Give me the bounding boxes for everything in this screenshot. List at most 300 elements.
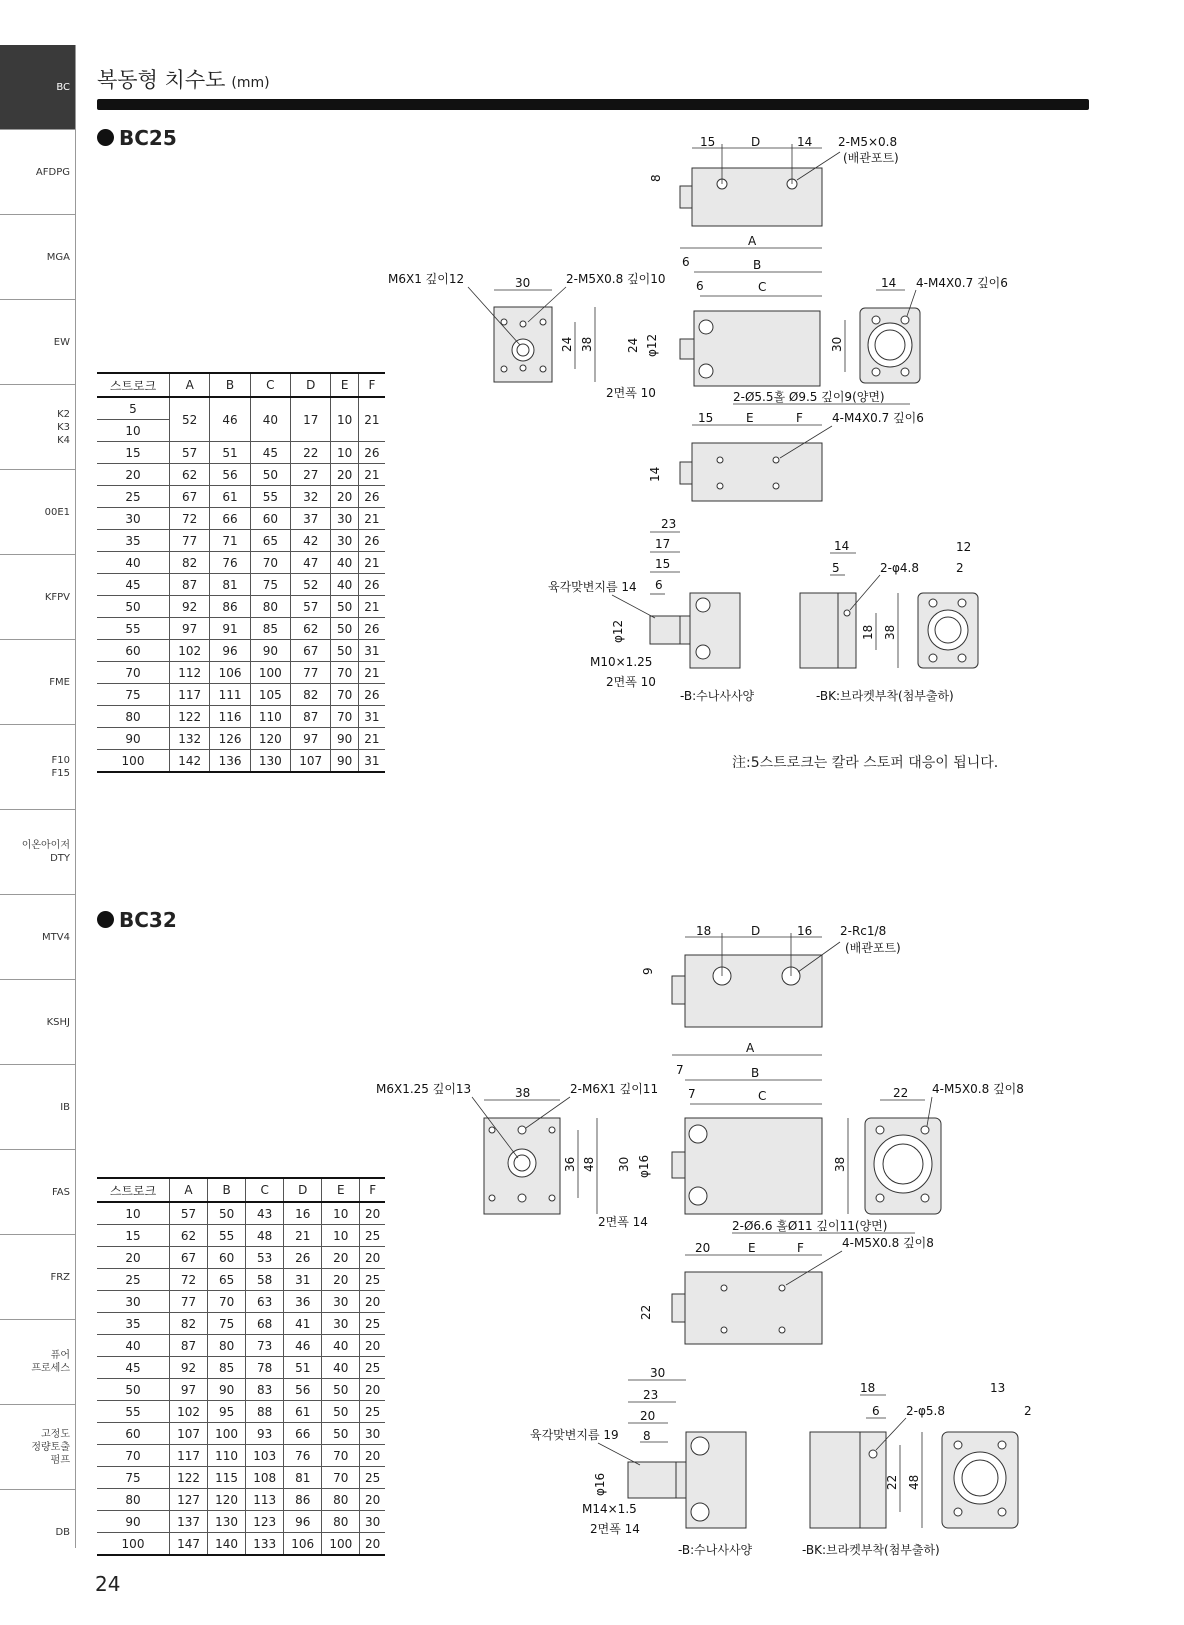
stroke-cell: 35 — [97, 530, 170, 552]
value-cell: 72 — [170, 1269, 208, 1291]
value-cell: 76 — [284, 1445, 322, 1467]
dimension-label: 7 — [676, 1063, 684, 1077]
value-cell: 45 — [250, 442, 290, 464]
dimension-label: 38 — [515, 1086, 531, 1100]
value-cell: 25 — [360, 1269, 385, 1291]
value-cell: 50 — [322, 1423, 360, 1445]
value-cell: 40 — [322, 1335, 360, 1357]
stroke-cell: 55 — [97, 618, 170, 640]
dimension-label: 22 — [893, 1086, 909, 1100]
stroke-cell: 50 — [97, 596, 170, 618]
col-header: B — [210, 373, 250, 397]
value-cell: 122 — [170, 1467, 208, 1489]
value-cell: 10 — [331, 442, 358, 464]
value-cell: 57 — [170, 1202, 208, 1225]
value-cell: 46 — [284, 1335, 322, 1357]
value-cell: 40 — [331, 574, 358, 596]
stroke-cell: 35 — [97, 1313, 170, 1335]
col-header: 스트로크 — [97, 373, 170, 397]
dimension-label: M6X1 깊이12 — [388, 272, 465, 286]
value-cell: 87 — [170, 574, 210, 596]
col-header: C — [246, 1178, 284, 1202]
value-cell: 50 — [331, 596, 358, 618]
dimension-label: 육각맞변지름 19 — [530, 1428, 619, 1442]
dimension-label: 36 — [563, 1156, 577, 1172]
value-cell: 97 — [291, 728, 331, 750]
dimension-label: A — [746, 1041, 755, 1055]
dimension-label: 38 — [883, 624, 897, 640]
value-cell: 87 — [291, 706, 331, 728]
value-cell: 97 — [170, 1379, 208, 1401]
stroke-cell: 40 — [97, 1335, 170, 1357]
dimension-label: M6X1.25 깊이13 — [376, 1082, 472, 1096]
value-cell: 30 — [322, 1291, 360, 1313]
value-cell: 130 — [208, 1511, 246, 1533]
value-cell: 50 — [250, 464, 290, 486]
value-cell: 56 — [210, 464, 250, 486]
value-cell: 136 — [210, 750, 250, 773]
bc32-end-view — [833, 1081, 1024, 1214]
stroke-cell: 40 — [97, 552, 170, 574]
value-cell: 21 — [358, 508, 385, 530]
bc25-nut-view — [548, 517, 755, 703]
value-cell: 57 — [291, 596, 331, 618]
dimension-label: 2-Ø6.6 홀Ø11 깊이11(양면) — [732, 1219, 888, 1233]
value-cell: 127 — [170, 1489, 208, 1511]
stroke-cell: 55 — [97, 1401, 170, 1423]
value-cell: 90 — [331, 750, 358, 773]
value-cell: 90 — [331, 728, 358, 750]
value-cell: 70 — [322, 1445, 360, 1467]
value-cell: 82 — [170, 1313, 208, 1335]
dimension-label: 2면폭 14 — [590, 1522, 640, 1536]
dimension-label: B — [753, 258, 762, 272]
value-cell: 97 — [170, 618, 210, 640]
dimension-label: 13 — [990, 1381, 1006, 1395]
dimension-label: D — [751, 135, 761, 149]
dimension-label: 9 — [641, 967, 655, 975]
dimension-label: -B:수나사사양 — [678, 1543, 753, 1557]
value-cell: 130 — [250, 750, 290, 773]
stroke-cell: 15 — [97, 1225, 170, 1247]
value-cell: 10 — [331, 397, 358, 442]
dimension-label: 2 — [1024, 1404, 1032, 1418]
bc32-bottom-view — [639, 1235, 934, 1344]
dimension-label: M10×1.25 — [590, 655, 653, 669]
dimension-label: F — [797, 1241, 804, 1255]
value-cell: 30 — [331, 508, 358, 530]
dimension-label: 30 — [650, 1366, 666, 1380]
dimension-label: 2-φ5.8 — [906, 1404, 945, 1418]
sidebar-tab-bc[interactable]: BC — [0, 45, 75, 130]
dimension-label: 2-M5×0.8 — [838, 135, 898, 149]
dimension-label: F — [796, 411, 803, 425]
dimension-label: 8 — [643, 1429, 651, 1443]
value-cell: 86 — [284, 1489, 322, 1511]
value-cell: 55 — [208, 1225, 246, 1247]
value-cell: 62 — [291, 618, 331, 640]
value-cell: 21 — [358, 464, 385, 486]
sidebar-tab-f10[interactable]: F10 F15 — [0, 725, 75, 810]
sidebar-tab-mga[interactable]: MGA — [0, 215, 75, 300]
value-cell: 126 — [210, 728, 250, 750]
bc32-front-view — [376, 1081, 658, 1214]
value-cell: 30 — [331, 530, 358, 552]
dimension-label: 18 — [861, 624, 875, 640]
value-cell: 90 — [250, 640, 290, 662]
value-cell: 25 — [360, 1313, 385, 1335]
dimension-label: φ16 — [593, 1472, 607, 1496]
stroke-cell: 60 — [97, 640, 170, 662]
value-cell: 17 — [291, 397, 331, 442]
stroke-cell: 70 — [97, 1445, 170, 1467]
value-cell: 92 — [170, 596, 210, 618]
dimension-label: 2-M6X1 깊이11 — [570, 1082, 659, 1096]
stroke-cell: 45 — [97, 1357, 170, 1379]
unit-label: (mm) — [231, 75, 270, 91]
stroke-cell: 20 — [97, 1247, 170, 1269]
sidebar-tab-fme[interactable]: FME — [0, 640, 75, 725]
value-cell: 47 — [291, 552, 331, 574]
dimension-label: 48 — [582, 1156, 596, 1172]
dimension-label: φ16 — [637, 1154, 651, 1178]
value-cell: 30 — [322, 1313, 360, 1335]
stroke-cell: 25 — [97, 486, 170, 508]
bc25-end-view — [830, 275, 1008, 383]
value-cell: 20 — [331, 486, 358, 508]
value-cell: 22 — [291, 442, 331, 464]
value-cell: 113 — [246, 1489, 284, 1511]
value-cell: 108 — [246, 1467, 284, 1489]
value-cell: 43 — [246, 1202, 284, 1225]
value-cell: 20 — [331, 464, 358, 486]
value-cell: 137 — [170, 1511, 208, 1533]
value-cell: 70 — [331, 706, 358, 728]
value-cell: 26 — [358, 618, 385, 640]
bc32-top-view — [641, 924, 901, 1027]
value-cell: 50 — [208, 1202, 246, 1225]
stroke-cell: 80 — [97, 1489, 170, 1511]
value-cell: 31 — [358, 706, 385, 728]
dimension-label: C — [758, 1089, 767, 1103]
value-cell: 26 — [358, 442, 385, 464]
value-cell: 37 — [291, 508, 331, 530]
dimension-label: 6 — [682, 255, 690, 269]
value-cell: 21 — [358, 662, 385, 684]
value-cell: 21 — [284, 1225, 322, 1247]
dimension-label: 4-M4X0.7 깊이6 — [832, 411, 924, 425]
dimension-label: 14 — [797, 135, 813, 149]
dimension-label: 8 — [649, 174, 663, 182]
bc25-bottom-view — [648, 410, 924, 501]
sidebar-tab-kfpv[interactable]: KFPV — [0, 555, 75, 640]
dimension-label: 24 — [626, 337, 640, 353]
stroke-cell: 10 — [97, 1202, 170, 1225]
value-cell: 83 — [246, 1379, 284, 1401]
dimension-label: 16 — [797, 924, 813, 938]
dimension-label: 23 — [661, 517, 677, 531]
value-cell: 40 — [250, 397, 290, 442]
value-cell: 21 — [358, 596, 385, 618]
value-cell: 40 — [331, 552, 358, 574]
stroke-cell: 5 — [97, 397, 170, 420]
value-cell: 147 — [170, 1533, 208, 1556]
dimension-label: 육각맞변지름 14 — [548, 580, 637, 594]
value-cell: 85 — [208, 1357, 246, 1379]
col-header: 스트로크 — [97, 1178, 170, 1202]
value-cell: 63 — [246, 1291, 284, 1313]
value-cell: 20 — [322, 1247, 360, 1269]
value-cell: 70 — [331, 684, 358, 706]
sidebar-tab-ib[interactable]: IB — [0, 1065, 75, 1150]
value-cell: 21 — [358, 397, 385, 442]
value-cell: 46 — [210, 397, 250, 442]
value-cell: 81 — [210, 574, 250, 596]
sidebar-tab-ew[interactable]: EW — [0, 300, 75, 385]
value-cell: 51 — [284, 1357, 322, 1379]
dimension-label: 30 — [515, 276, 531, 290]
value-cell: 117 — [170, 1445, 208, 1467]
value-cell: 25 — [360, 1225, 385, 1247]
dimension-label: 15 — [698, 411, 714, 425]
value-cell: 50 — [331, 640, 358, 662]
stroke-cell: 30 — [97, 1291, 170, 1313]
value-cell: 40 — [322, 1357, 360, 1379]
col-header: C — [250, 373, 290, 397]
value-cell: 41 — [284, 1313, 322, 1335]
dimension-label: 15 — [700, 135, 716, 149]
value-cell: 57 — [170, 442, 210, 464]
dimension-label: 38 — [833, 1156, 847, 1172]
value-cell: 116 — [210, 706, 250, 728]
dimension-label: φ12 — [645, 333, 659, 357]
value-cell: 26 — [358, 684, 385, 706]
dimension-label: 14 — [881, 276, 897, 290]
dimension-label: 20 — [640, 1409, 656, 1423]
dimension-label: 6 — [655, 578, 663, 592]
dimension-label: B — [751, 1066, 760, 1080]
value-cell: 91 — [210, 618, 250, 640]
value-cell: 102 — [170, 1401, 208, 1423]
value-cell: 20 — [360, 1247, 385, 1269]
value-cell: 10 — [322, 1202, 360, 1225]
value-cell: 80 — [250, 596, 290, 618]
value-cell: 36 — [284, 1291, 322, 1313]
value-cell: 106 — [284, 1533, 322, 1556]
value-cell: 77 — [170, 1291, 208, 1313]
sidebar-tab-kshj[interactable]: KSHJ — [0, 980, 75, 1065]
sidebar-tab-db[interactable]: DB — [55, 1527, 70, 1538]
stroke-cell: 10 — [97, 420, 170, 442]
value-cell: 52 — [291, 574, 331, 596]
sidebar-tab-pump[interactable]: 고정도 정량토출 펌프 — [0, 1405, 75, 1490]
value-cell: 20 — [360, 1445, 385, 1467]
value-cell: 25 — [360, 1467, 385, 1489]
value-cell: 61 — [210, 486, 250, 508]
value-cell: 82 — [291, 684, 331, 706]
value-cell: 120 — [250, 728, 290, 750]
value-cell: 110 — [250, 706, 290, 728]
value-cell: 92 — [170, 1357, 208, 1379]
dimension-label: 6 — [696, 279, 704, 293]
stroke-cell: 60 — [97, 1423, 170, 1445]
dimension-label: 2 — [956, 561, 964, 575]
stroke-cell: 30 — [97, 508, 170, 530]
value-cell: 66 — [210, 508, 250, 530]
dimension-label: 6 — [872, 1404, 880, 1418]
stroke-cell: 80 — [97, 706, 170, 728]
value-cell: 103 — [246, 1445, 284, 1467]
value-cell: 42 — [291, 530, 331, 552]
value-cell: 58 — [246, 1269, 284, 1291]
value-cell: 96 — [210, 640, 250, 662]
value-cell: 87 — [170, 1335, 208, 1357]
bc25-bracket-view — [800, 539, 978, 703]
sidebar-tab-fas[interactable]: FAS — [0, 1150, 75, 1235]
sidebar-tab-dty[interactable]: 이온아이저 DTY — [0, 810, 75, 895]
value-cell: 142 — [170, 750, 210, 773]
value-cell: 110 — [208, 1445, 246, 1467]
col-header: D — [284, 1178, 322, 1202]
value-cell: 60 — [208, 1247, 246, 1269]
value-cell: 20 — [322, 1269, 360, 1291]
dimension-label: 2면폭 14 — [598, 1215, 648, 1229]
value-cell: 93 — [246, 1423, 284, 1445]
value-cell: 76 — [210, 552, 250, 574]
bc25-top-view — [649, 135, 899, 226]
page-number: 24 — [95, 1572, 121, 1596]
col-header: F — [358, 373, 385, 397]
sidebar-tab-afdpg[interactable]: AFDPG — [0, 130, 75, 215]
sidebar-tab-frz[interactable]: FRZ — [0, 1235, 75, 1320]
page-title: 복동형 치수도 (mm) — [97, 68, 270, 92]
value-cell: 26 — [284, 1247, 322, 1269]
dimension-label: -BK:브라켓부착(첨부출하) — [802, 1543, 940, 1557]
col-header: A — [170, 373, 210, 397]
value-cell: 50 — [331, 618, 358, 640]
value-cell: 111 — [210, 684, 250, 706]
sidebar-tab-k2[interactable]: K2 K3 K4 — [0, 385, 75, 470]
col-header: B — [208, 1178, 246, 1202]
value-cell: 68 — [246, 1313, 284, 1335]
value-cell: 85 — [250, 618, 290, 640]
dimension-label: E — [748, 1241, 756, 1255]
value-cell: 72 — [170, 508, 210, 530]
dimension-label: 14 — [834, 539, 850, 553]
value-cell: 31 — [358, 750, 385, 773]
dimension-label: 2-M5X0.8 깊이10 — [566, 272, 666, 286]
value-cell: 21 — [358, 728, 385, 750]
dimension-label: 2-φ4.8 — [880, 561, 919, 575]
value-cell: 67 — [170, 1247, 208, 1269]
value-cell: 20 — [360, 1335, 385, 1357]
value-cell: 107 — [170, 1423, 208, 1445]
value-cell: 73 — [246, 1335, 284, 1357]
col-header: F — [360, 1178, 385, 1202]
bc25-note: 注:5스트로크는 칼라 스토퍼 대응이 됩니다. — [732, 755, 999, 771]
value-cell: 62 — [170, 1225, 208, 1247]
dimension-label: (배관포트) — [843, 151, 899, 165]
dimension-label: 7 — [688, 1087, 696, 1101]
dimension-label: 22 — [885, 1474, 899, 1490]
value-cell: 75 — [208, 1313, 246, 1335]
dimension-label: 17 — [655, 537, 671, 551]
value-cell: 20 — [360, 1291, 385, 1313]
dimension-label: -B:수나사사양 — [680, 689, 755, 703]
value-cell: 100 — [322, 1533, 360, 1556]
value-cell: 88 — [246, 1401, 284, 1423]
value-cell: 50 — [322, 1379, 360, 1401]
stroke-cell: 100 — [97, 1533, 170, 1556]
dimension-label: 2-Ø5.5홀 Ø9.5 깊이9(양면) — [733, 390, 885, 404]
value-cell: 70 — [250, 552, 290, 574]
value-cell: 115 — [208, 1467, 246, 1489]
value-cell: 90 — [208, 1379, 246, 1401]
value-cell: 66 — [284, 1423, 322, 1445]
dimension-label: 23 — [643, 1388, 659, 1402]
dimension-label: 30 — [830, 336, 844, 352]
value-cell: 75 — [250, 574, 290, 596]
value-cell: 62 — [170, 464, 210, 486]
sidebar-tab-pure[interactable]: 퓨어 프로세스 — [0, 1320, 75, 1405]
sidebar-tab-00e1[interactable]: 00E1 — [0, 470, 75, 555]
sidebar-tab-mtv4[interactable]: MTV4 — [0, 895, 75, 980]
value-cell: 30 — [360, 1423, 385, 1445]
value-cell: 100 — [208, 1423, 246, 1445]
value-cell: 20 — [360, 1379, 385, 1401]
value-cell: 20 — [360, 1202, 385, 1225]
dimension-label: 18 — [860, 1381, 876, 1395]
dimension-label: 4-M5X0.8 깊이8 — [932, 1082, 1024, 1096]
dimension-label: 12 — [956, 540, 972, 554]
stroke-cell: 20 — [97, 464, 170, 486]
value-cell: 67 — [170, 486, 210, 508]
value-cell: 100 — [250, 662, 290, 684]
value-cell: 26 — [358, 486, 385, 508]
dimension-label: 22 — [639, 1304, 653, 1320]
dimension-label: 24 — [560, 336, 574, 352]
value-cell: 70 — [331, 662, 358, 684]
value-cell: 140 — [208, 1533, 246, 1556]
value-cell: 102 — [170, 640, 210, 662]
value-cell: 27 — [291, 464, 331, 486]
dimension-label: 2-Rc1/8 — [840, 924, 887, 938]
value-cell: 61 — [284, 1401, 322, 1423]
value-cell: 120 — [208, 1489, 246, 1511]
bc25-front-view — [388, 271, 666, 382]
value-cell: 10 — [322, 1225, 360, 1247]
stroke-cell: 25 — [97, 1269, 170, 1291]
value-cell: 96 — [284, 1511, 322, 1533]
col-header: E — [322, 1178, 360, 1202]
dimension-label: -BK:브라켓부착(첨부출하) — [816, 689, 954, 703]
col-header: D — [291, 373, 331, 397]
value-cell: 65 — [208, 1269, 246, 1291]
value-cell: 86 — [210, 596, 250, 618]
section-bc32: BC32 — [97, 908, 177, 932]
value-cell: 133 — [246, 1533, 284, 1556]
value-cell: 71 — [210, 530, 250, 552]
stroke-cell: 90 — [97, 728, 170, 750]
dimension-label: 15 — [655, 557, 671, 571]
stroke-cell: 50 — [97, 1379, 170, 1401]
stroke-cell: 45 — [97, 574, 170, 596]
dimension-label: 2면폭 10 — [606, 386, 656, 400]
stroke-cell: 15 — [97, 442, 170, 464]
value-cell: 26 — [358, 530, 385, 552]
value-cell: 81 — [284, 1467, 322, 1489]
dimension-label: 48 — [907, 1474, 921, 1490]
